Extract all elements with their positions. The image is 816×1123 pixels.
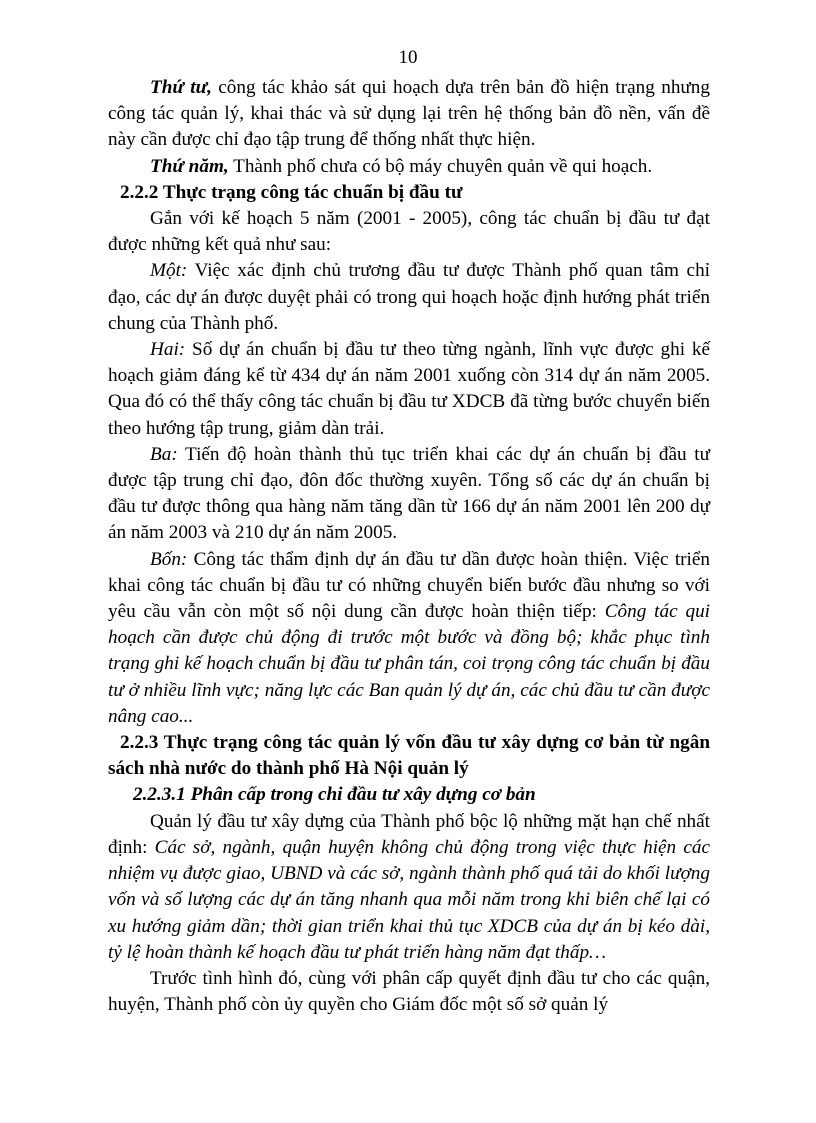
paragraph-text: công tác khảo sát qui hoạch dựa trên bản đồ hiện trạng nhưng công tác quản lý, khai thác và sử dụng lại trên hệ thống bản đồ nền, vấn đề này cần được chỉ đạo tập trung để thống nhất thực hiện. (108, 77, 710, 151)
paragraph-intro: Gắn với kế hoạch 5 năm (2001 - 2005), công tác chuẩn bị đầu tư đạt được những kết quả như sau: (108, 208, 710, 256)
paragraph-bon (108, 547, 710, 730)
subsection-heading-2-2-3-1: 2.2.3.1 Phân cấp trong chi đầu tư xây dựng cơ bản (133, 784, 536, 806)
paragraph-mot (108, 258, 710, 337)
paragraph-truoc-tinh-hinh: Trước tình hình đó, cùng với phân cấp quyết định đầu tư cho các quận, huyện, Thành phố còn ủy quyền cho Giám đốc một số sở quản lý (108, 967, 710, 1016)
paragraph-lead: Bốn: (150, 548, 188, 570)
paragraph-lead: Hai: (150, 339, 186, 361)
paragraph-text: Việc xác định chủ trương đầu tư được Thành phố quan tâm chỉ đạo, các dự án được duyệt phải có trong qui hoạch hoặc định hướng phát triển chung của Thành phố. (108, 260, 710, 334)
page-number: 10 (398, 47, 418, 68)
paragraph-hai (108, 337, 710, 442)
paragraph-thu-nam (108, 154, 710, 180)
paragraph-quan-ly (108, 809, 710, 966)
paragraph-italic-text: Các sở, ngành, quận huyện không chủ động trong việc thực hiện các nhiệm vụ được giao, UBND và các sở, ngành thành phố quá tải do khối lượng vốn và số lượng các dự án tăng nhanh qua mỗi năm trong khi biên chế lại có xu hướng giảm dần; thời gian triển khai thủ tục XDCB của dự án bị kéo dài, tỷ lệ hoàn thành kế hoạch đầu tư phát triển hàng năm đạt thấp… (108, 836, 710, 963)
paragraph-lead: Một: (150, 260, 188, 282)
section-heading-2-2-3: 2.2.3 Thực trạng công tác quản lý vốn đầu tư xây dựng cơ bản từ ngân sách nhà nước do thành phố Hà Nội quản lý (108, 732, 710, 780)
paragraph-text: Tiến độ hoàn thành thủ tục triển khai các dự án chuẩn bị đầu tư được tập trung chỉ đạo, đôn đốc thường xuyên. Tổng số các dự án chuẩn bị đầu tư được thông qua hàng năm tăng dần từ 166 dự án năm 2001 lên 200 dự án năm 2003 và 210 dự án năm 2005. (108, 443, 710, 544)
paragraph-lead: Thứ tư, (150, 77, 212, 98)
paragraph-italic-text: Công tác qui hoạch cần được chủ động đi trước một bước và đồng bộ; khắc phục tình trạng ghi kế hoạch chuẩn bị đầu tư phân tán, coi trọng công tác chuẩn bị đầu tư ở nhiều lĩnh vực; năng lực các Ban quản lý dự án, các chủ đầu tư cần được nâng cao... (108, 601, 711, 727)
paragraph-text: Công tác thẩm định dự án đầu tư dần được hoàn thiện. Việc triển khai công tác chuẩn bị đầu tư có những chuyển biến bước đầu nhưng so với yêu cầu vẫn còn một số nội dung cần được hoàn thiện tiếp: (108, 548, 710, 623)
paragraph-lead: Thứ năm, (150, 155, 229, 177)
paragraph-text: Quản lý đầu tư xây dựng của Thành phố bộc lộ những mặt hạn chế nhất định: (108, 810, 710, 858)
paragraph-ba (108, 442, 710, 547)
section-heading-2-2-2: 2.2.2 Thực trạng công tác chuẩn bị đầu tư (120, 181, 463, 203)
page-body (108, 75, 710, 1018)
paragraph-text: Thành phố chưa có bộ máy chuyên quản về qui hoạch. (228, 155, 653, 177)
paragraph-thu-tu (108, 75, 710, 154)
paragraph-lead: Ba: (150, 443, 178, 465)
paragraph-text: Số dự án chuẩn bị đầu tư theo từng ngành, lĩnh vực được ghi kế hoạch giảm đáng kể từ 434 dự án năm 2001 xuống còn 314 dự án năm 2005. Qua đó có thể thấy công tác chuẩn bị đầu tư XDCB đã từng bước chuyển biến theo hướng tập trung, giảm dàn trải. (108, 339, 710, 439)
